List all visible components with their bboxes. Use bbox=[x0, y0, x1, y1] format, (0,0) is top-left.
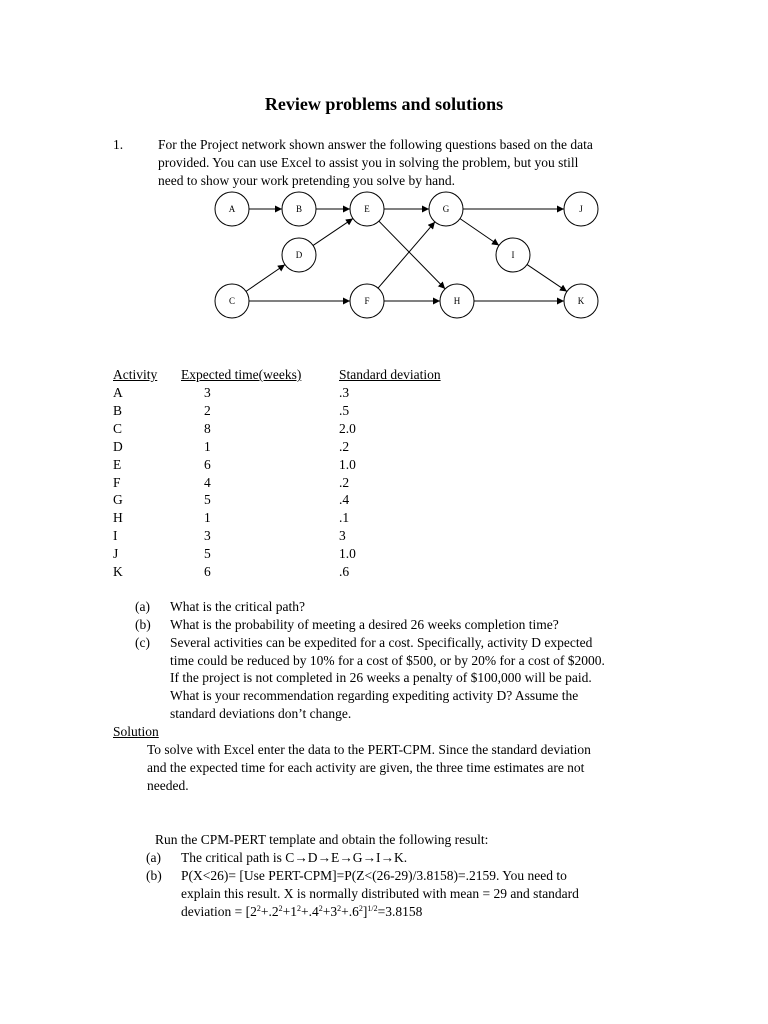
question-text: If the project is not completed in 26 weeks a penalty of $100,000 will be paid. bbox=[170, 670, 592, 685]
project-network-diagram bbox=[0, 0, 768, 340]
page-title: Review problems and solutions bbox=[264, 94, 504, 114]
node-label: G bbox=[442, 204, 450, 214]
table-cell-std-dev: .2 bbox=[339, 438, 350, 454]
table-cell-std-dev: .5 bbox=[339, 402, 350, 418]
table-cell-expected-time: 6 bbox=[204, 564, 211, 579]
formula-text: +3 bbox=[322, 904, 338, 919]
table-cell-activity: H bbox=[113, 510, 123, 526]
question-number: 1. bbox=[113, 137, 124, 152]
edge-i-k bbox=[527, 265, 567, 292]
question-text: Several activities can be expedited for a cost. Specifically, activity D expected bbox=[170, 635, 593, 650]
table-header-standard-deviation: Standard deviation bbox=[339, 367, 441, 382]
table-cell-activity: I bbox=[113, 528, 118, 544]
table-cell-std-dev: .2 bbox=[339, 474, 350, 490]
result-label: (b) bbox=[146, 868, 162, 883]
question-label: (a) bbox=[135, 599, 150, 614]
formula-text: +1 bbox=[282, 904, 297, 919]
table-cell-expected-time: 8 bbox=[204, 420, 211, 436]
table-cell-expected-time: 3 bbox=[204, 385, 211, 400]
run-template-line: Run the CPM-PERT template and obtain the following result: bbox=[155, 832, 489, 847]
table-cell-activity: J bbox=[113, 546, 119, 562]
solution-line: needed. bbox=[147, 778, 189, 793]
question-text: What is your recommendation regarding expediting activity D? Assume the bbox=[170, 688, 579, 703]
formula-superscript: 2 bbox=[337, 904, 342, 913]
formula-text: +.2 bbox=[260, 904, 279, 919]
solution-line: and the expected time for each activity are given, the three time estimates are not bbox=[147, 760, 585, 775]
node-j bbox=[564, 192, 598, 226]
result-text: The critical path is C→D→E→G→I→K. bbox=[181, 850, 408, 865]
node-label: B bbox=[295, 204, 303, 214]
table-header-expected-time: Expected time(weeks) bbox=[181, 367, 302, 382]
question-text: What is the probability of meeting a desired 26 weeks completion time? bbox=[170, 617, 559, 632]
table-cell-expected-time: 4 bbox=[204, 474, 211, 490]
question-text: standard deviations don’t change. bbox=[170, 706, 352, 721]
result-text: P(X<26)= [Use PERT-CPM]=P(Z<(26-29)/3.8158)=.2159. You need to bbox=[181, 868, 567, 883]
table-cell-expected-time: 5 bbox=[204, 546, 211, 562]
table-cell-std-dev: .1 bbox=[339, 510, 350, 526]
table-cell-activity: K bbox=[113, 564, 123, 579]
table-cell-activity: B bbox=[113, 402, 123, 418]
question-text: What is the critical path? bbox=[170, 599, 305, 614]
intro-line: provided. You can use Excel to assist you in solving the problem, but you still bbox=[158, 155, 579, 170]
table-cell-activity: D bbox=[113, 438, 123, 454]
formula-text: +.4 bbox=[300, 904, 319, 919]
table-cell-activity: E bbox=[113, 456, 122, 472]
table-cell-std-dev: 1.0 bbox=[339, 456, 356, 472]
std-deviation-formula bbox=[181, 904, 422, 920]
node-label: J bbox=[579, 204, 583, 214]
result-text: explain this result. X is normally distributed with mean = 29 and standard bbox=[181, 886, 579, 901]
intro-line: need to show your work pretending you solve by hand. bbox=[158, 173, 455, 188]
intro-line: For the Project network shown answer the following questions based on the data bbox=[158, 137, 593, 152]
formula-text: +.6 bbox=[341, 904, 359, 919]
node-label: F bbox=[364, 296, 370, 306]
edge-c-d bbox=[246, 265, 285, 292]
table-cell-expected-time: 2 bbox=[204, 402, 211, 418]
table-cell-std-dev: 3 bbox=[339, 528, 346, 544]
node-k bbox=[564, 284, 598, 318]
node-g bbox=[429, 192, 463, 226]
edge-g-i bbox=[460, 219, 499, 246]
table-cell-expected-time: 6 bbox=[204, 456, 211, 472]
node-c bbox=[215, 284, 249, 318]
formula-superscript: 2 bbox=[318, 904, 323, 913]
table-cell-std-dev: 2.0 bbox=[339, 420, 356, 436]
node-label: A bbox=[228, 204, 236, 214]
formula-superscript: 2 bbox=[296, 904, 301, 913]
edge-f-g bbox=[378, 222, 435, 288]
node-i bbox=[496, 238, 530, 272]
question-label: (b) bbox=[135, 617, 151, 632]
node-label: H bbox=[453, 296, 461, 306]
edge-d-e bbox=[313, 219, 353, 246]
result-label: (a) bbox=[146, 850, 161, 865]
edge-e-h bbox=[379, 221, 445, 289]
node-label: K bbox=[577, 296, 585, 306]
solution-heading: Solution bbox=[113, 724, 159, 739]
table-cell-expected-time: 5 bbox=[204, 492, 211, 508]
node-b bbox=[282, 192, 316, 226]
table-cell-expected-time: 1 bbox=[204, 438, 211, 454]
table-cell-activity: A bbox=[113, 385, 123, 400]
node-f bbox=[350, 284, 384, 318]
node-label: E bbox=[364, 204, 370, 214]
node-h bbox=[440, 284, 474, 318]
node-a bbox=[215, 192, 249, 226]
formula-superscript: 2 bbox=[278, 904, 283, 913]
table-cell-std-dev: .6 bbox=[339, 564, 350, 579]
solution-line: To solve with Excel enter the data to the PERT-CPM. Since the standard deviation bbox=[147, 742, 591, 757]
question-label: (c) bbox=[135, 635, 150, 650]
table-cell-std-dev: 1.0 bbox=[339, 546, 356, 562]
formula-superscript: 1/2 bbox=[367, 904, 378, 913]
table-cell-std-dev: .3 bbox=[339, 385, 350, 400]
table-header-activity: Activity bbox=[113, 367, 158, 382]
node-d bbox=[282, 238, 316, 272]
table-cell-expected-time: 1 bbox=[204, 510, 211, 526]
node-label: I bbox=[511, 250, 515, 260]
node-label: D bbox=[295, 250, 303, 260]
table-cell-activity: G bbox=[113, 492, 123, 508]
formula-superscript: 2 bbox=[358, 904, 363, 913]
formula-text: =3.8158 bbox=[377, 904, 423, 919]
table-cell-std-dev: .4 bbox=[339, 492, 350, 508]
formula-prefix: deviation = [2 bbox=[181, 904, 257, 919]
question-text: time could be reduced by 10% for a cost of $500, or by 20% for a cost of $2000. bbox=[170, 653, 605, 668]
table-cell-expected-time: 3 bbox=[204, 528, 211, 544]
node-e bbox=[350, 192, 384, 226]
formula-text: ] bbox=[362, 904, 368, 919]
formula-superscript: 2 bbox=[256, 904, 261, 913]
node-label: C bbox=[228, 296, 236, 306]
table-cell-activity: F bbox=[113, 474, 121, 490]
table-cell-activity: C bbox=[113, 420, 123, 436]
